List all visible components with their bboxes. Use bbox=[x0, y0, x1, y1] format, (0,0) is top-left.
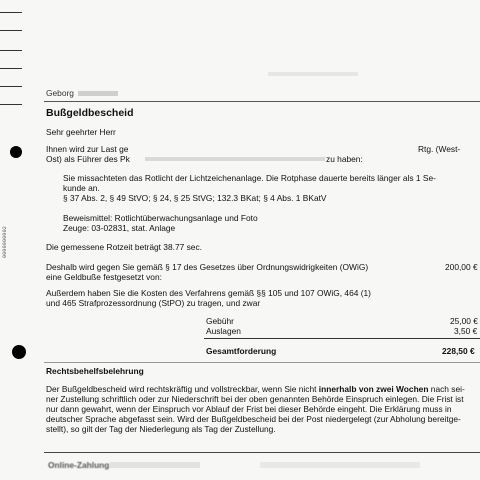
redacted-area bbox=[78, 91, 118, 96]
intro-line-2-end: zu haben: bbox=[326, 154, 363, 164]
costs-statement-cont: und 465 Strafprozessordnung (StPO) zu tragen, und zwar bbox=[46, 298, 261, 308]
greeting: Sehr geehrter Herr bbox=[46, 127, 116, 137]
legal-line-1-c: nach sei- bbox=[428, 384, 465, 394]
fine-statement: Deshalb wird gegen Sie gemäß § 17 des Gesetzes über Ordnungswidrigkeiten (OWiG) bbox=[46, 262, 369, 272]
footer-rule bbox=[44, 452, 480, 453]
margin-mark bbox=[0, 86, 22, 87]
total-value: 228,50 € bbox=[442, 346, 475, 356]
margin-mark bbox=[0, 68, 22, 69]
section-rule bbox=[44, 362, 480, 363]
legal-heading: Rechtsbehelfsbelehrung bbox=[46, 366, 144, 376]
legal-line-5: stellt), so gilt der Tag der Niederlegung als Tag der Zustellung. bbox=[46, 424, 276, 434]
header-rule bbox=[44, 101, 480, 102]
fine-statement-cont: eine Geldbuße festgesetzt von: bbox=[46, 272, 162, 282]
fee-label: Gebühr bbox=[206, 316, 234, 326]
offense-description-cont: kunde an. bbox=[63, 183, 100, 193]
redacted-area bbox=[268, 72, 358, 76]
expenses-label: Auslagen bbox=[206, 326, 241, 336]
margin-mark bbox=[0, 12, 22, 13]
offense-description: Sie missachteten das Rotlicht der Lichtzeichenanlage. Die Rotphase dauerte bereits länger als 1 Se- bbox=[63, 173, 436, 183]
legal-deadline: innerhalb von zwei Wochen bbox=[318, 384, 429, 394]
footer-heading-partial: Online-Zahlung bbox=[48, 460, 110, 470]
redacted-area bbox=[110, 462, 200, 468]
redacted-area bbox=[260, 462, 420, 468]
witness-line: Zeuge: 03-02831, stat. Anlage bbox=[63, 223, 176, 233]
legal-line-4: deutscher Sprache abgefasst sein. Wird der Bußgeldbescheid bei der Post niedergelegt (zur Abholung bereitge- bbox=[46, 414, 461, 424]
document-title: Bußgeldbescheid bbox=[46, 107, 134, 119]
expenses-value: 3,50 € bbox=[454, 326, 478, 336]
intro-line-1-end: Rtg. (West- bbox=[418, 144, 461, 154]
intro-line-2: Ost) als Führer des Pk bbox=[46, 154, 130, 164]
costs-statement: Außerdem haben Sie die Kosten des Verfahrens gemäß §§ 105 und 107 OWiG, 464 (1) bbox=[46, 288, 371, 298]
evidence-line: Beweismittel: Rotlichtüberwachungsanlage und Foto bbox=[63, 213, 258, 223]
legal-line-1-a: Der Bußgeldbescheid wird rechtskräftig und vollstreckbar, wenn Sie nicht bbox=[46, 384, 319, 394]
redacted-area bbox=[145, 157, 325, 161]
total-label: Gesamtforderung bbox=[206, 346, 277, 356]
legal-references: § 37 Abs. 2, § 49 StVO; § 24, § 25 StVG; 132.3 BKat; § 4 Abs. 1 BKatV bbox=[63, 193, 327, 203]
margin-mark bbox=[0, 50, 22, 51]
legal-line-1 bbox=[46, 384, 465, 394]
punch-hole bbox=[12, 345, 26, 359]
fine-amount: 200,00 € bbox=[445, 262, 478, 272]
margin-mark bbox=[0, 104, 22, 105]
legal-line-2: ner Zustellung schriftlich oder zur Niederschrift bei der oben genannten Behörde Einspruch einlegen. Die Frist ist bbox=[46, 394, 464, 404]
margin-mark bbox=[0, 30, 22, 31]
intro-line-1: Ihnen wird zur Last ge bbox=[46, 144, 129, 154]
fee-value: 25,00 € bbox=[450, 316, 478, 326]
total-rule bbox=[204, 338, 480, 339]
punch-hole bbox=[10, 146, 22, 158]
side-document-code: 0000000002 bbox=[2, 225, 8, 258]
address-line: Geborg bbox=[46, 88, 74, 98]
legal-line-3: nur dann gewahrt, wenn der Einspruch vor Ablauf der Frist bei dieser Behörde eingeht. Die Erklärung muss in bbox=[46, 404, 452, 414]
red-time-statement: Die gemessene Rotzeit beträgt 38.77 sec. bbox=[46, 242, 202, 252]
